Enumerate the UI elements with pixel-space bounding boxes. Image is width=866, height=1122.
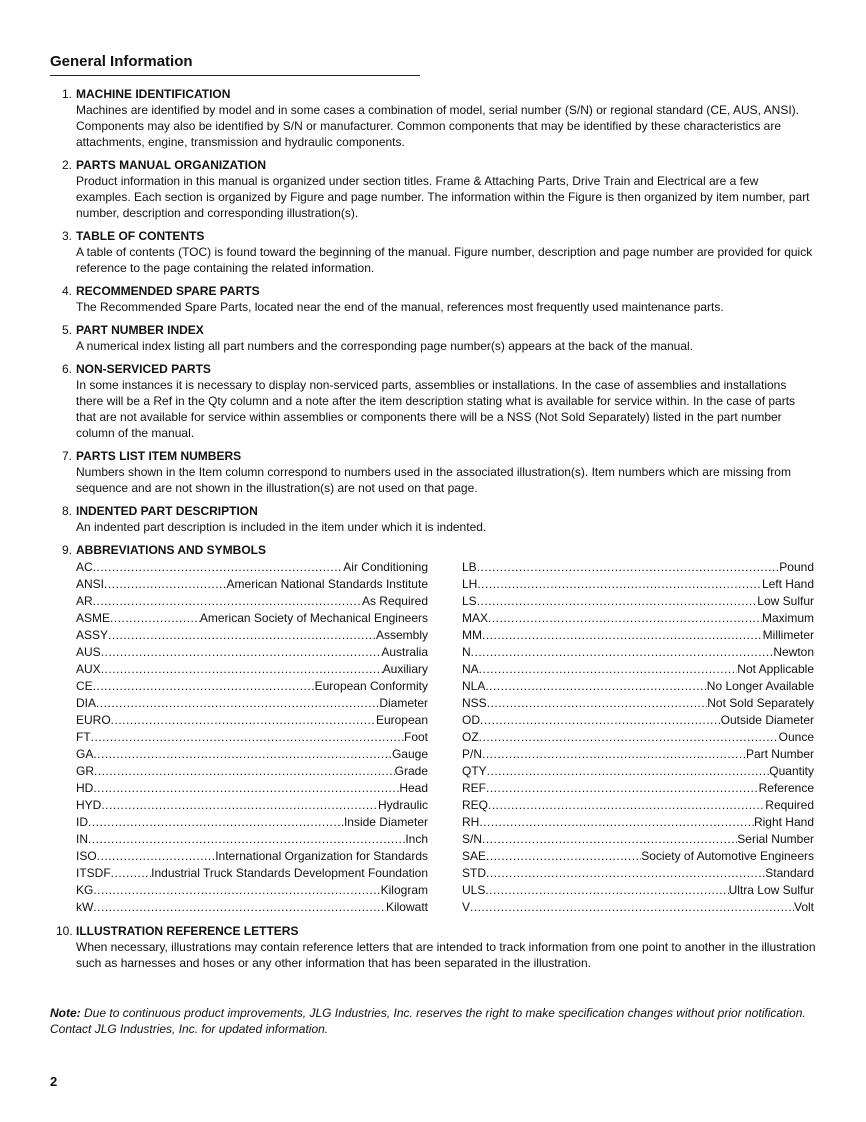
dot-leader [111, 865, 152, 882]
dot-leader [480, 712, 721, 729]
abbreviation-meaning: Australia [381, 645, 428, 659]
section-machine-identification [56, 86, 816, 150]
abbreviation-key: HD [76, 781, 94, 795]
section-title: MACHINE IDENTIFICATION [76, 87, 231, 101]
abbreviation-key: GR [76, 764, 94, 778]
abbreviation-row [76, 848, 428, 865]
abbreviation-key: AUX [76, 662, 101, 676]
dot-leader [477, 593, 758, 610]
abbreviation-meaning: Auxiliary [382, 662, 428, 676]
abbreviation-key: ISO [76, 849, 97, 863]
abbreviation-meaning: Inch [405, 832, 428, 846]
abbreviation-key: ITSDF [76, 866, 111, 880]
note [50, 1005, 810, 1037]
section-part-number-index [56, 322, 816, 354]
abbreviation-key: LB [462, 560, 477, 574]
abbreviation-key: STD [462, 866, 486, 880]
abbreviation-row [76, 661, 428, 678]
dot-leader [94, 763, 395, 780]
abbreviation-key: AC [76, 560, 93, 574]
abbreviation-row [76, 746, 428, 763]
abbreviation-row [76, 865, 428, 882]
dot-leader [470, 899, 794, 916]
abbreviation-meaning: Outside Diameter [720, 713, 814, 727]
abbreviation-row [76, 814, 428, 831]
abbreviation-meaning: Serial Number [737, 832, 814, 846]
abbreviation-row [462, 695, 814, 712]
dot-leader [96, 695, 379, 712]
abbreviation-key: LS [462, 594, 477, 608]
abbreviation-meaning: Volt [793, 900, 814, 914]
abbreviation-row [462, 831, 814, 848]
abbreviation-key: AUS [76, 645, 101, 659]
abbreviation-row [76, 593, 428, 610]
dot-leader [97, 848, 216, 865]
abbreviation-meaning: Low Sulfur [757, 594, 814, 608]
abbreviation-meaning: Ultra Low Sulfur [728, 883, 814, 897]
abbreviation-row [462, 899, 814, 916]
abbreviation-row [462, 763, 814, 780]
abbreviation-key: EURO [76, 713, 111, 727]
section-body: The Recommended Spare Parts, located near the end of the manual, references most frequently used maintenance parts. [76, 300, 724, 314]
abbreviation-key: OZ [462, 730, 479, 744]
abbreviation-meaning: Society of Automotive Engineers [641, 849, 814, 863]
abbreviation-key: N [462, 645, 471, 659]
abbreviation-row [76, 559, 428, 576]
abbreviation-row [462, 797, 814, 814]
abbreviation-meaning: Diameter [379, 696, 428, 710]
abbreviation-key: FT [76, 730, 91, 744]
dot-leader [479, 661, 738, 678]
abbreviations-table [76, 559, 816, 916]
abbreviation-key: MAX [462, 611, 489, 625]
abbreviation-meaning: American Society of Mechanical Engineers [199, 611, 428, 625]
abbreviation-meaning: Required [765, 798, 814, 812]
abbreviation-row [76, 729, 428, 746]
abbreviations-column-left [76, 559, 428, 916]
abbreviation-key: P/N [462, 747, 483, 761]
section-title: PARTS LIST ITEM NUMBERS [76, 449, 242, 463]
abbreviation-meaning: American National Standards Institute [226, 577, 428, 591]
dot-leader [488, 797, 765, 814]
section-body: In some instances it is necessary to display non-serviced parts, assemblies or installations. In the case of assemblies and installations there will be a Ref in the Qty column and a note after the item description stating what is available for service within. In the case of parts that are not available for service within assemblies or components there will be a NSS (Not Sold Separately) listed in the part number column of the manual. [76, 378, 796, 440]
page-number: 2 [50, 1074, 58, 1089]
abbreviation-meaning: Maximum [761, 611, 814, 625]
dot-leader [485, 882, 728, 899]
dot-leader [486, 780, 759, 797]
abbreviation-row [462, 780, 814, 797]
section-illustration-reference-letters [56, 923, 816, 971]
abbreviation-meaning: Gauge [391, 747, 428, 761]
abbreviation-meaning: Inside Diameter [343, 815, 428, 829]
abbreviation-meaning: Industrial Truck Standards Development Foundation [151, 866, 428, 880]
abbreviation-row [76, 678, 428, 695]
abbreviation-row [76, 882, 428, 899]
abbreviation-meaning: Right Hand [753, 815, 814, 829]
abbreviation-key: DIA [76, 696, 97, 710]
abbreviation-meaning: International Organization for Standards [215, 849, 428, 863]
abbreviation-key: REQ [462, 798, 489, 812]
section-recommended-spare-parts [56, 283, 816, 315]
dot-leader [93, 746, 392, 763]
dot-leader [111, 712, 376, 729]
abbreviation-row [76, 797, 428, 814]
abbreviation-meaning: European [375, 713, 428, 727]
abbreviation-row [76, 899, 428, 916]
abbreviation-key: NLA [462, 679, 486, 693]
abbreviation-key: RH [462, 815, 480, 829]
abbreviation-meaning: Reference [758, 781, 814, 795]
dot-leader [93, 780, 399, 797]
note-label: Note: [50, 1006, 81, 1020]
dot-leader [477, 559, 780, 576]
sections-list [56, 86, 816, 978]
abbreviation-key: NSS [462, 696, 487, 710]
abbreviation-row [462, 814, 814, 831]
abbreviation-row [76, 610, 428, 627]
section-body: Machines are identified by model and in some cases a combination of model, serial number (S/N) or regional standard (CE, AUS, ANSI). Components may also be identified by S/N or manufacturer. Common components that may be identified by these characteristics are attachments, engine, transmission and hydraulic components. [76, 103, 800, 149]
section-title: NON-SERVICED PARTS [76, 362, 211, 376]
abbreviation-meaning: Not Applicable [737, 662, 814, 676]
abbreviation-key: ID [76, 815, 88, 829]
abbreviation-meaning: Hydraulic [377, 798, 428, 812]
abbreviation-meaning: Millimeter [762, 628, 814, 642]
section-number: 6. [61, 362, 72, 376]
abbreviation-key: ANSI [76, 577, 105, 591]
abbreviation-row [76, 831, 428, 848]
abbreviation-row [462, 882, 814, 899]
section-title: ILLUSTRATION REFERENCE LETTERS [76, 924, 299, 938]
abbreviation-key: KG [76, 883, 94, 897]
dot-leader [486, 848, 641, 865]
abbreviation-key: SAE [462, 849, 487, 863]
dot-leader [88, 814, 344, 831]
section-body: A table of contents (TOC) is found toward the beginning of the manual. Figure number, description and page number are provided for quick reference to the page containing the related information. [76, 245, 813, 275]
section-indented-part-description [56, 503, 816, 535]
abbreviation-row [462, 627, 814, 644]
abbreviation-row [462, 848, 814, 865]
dot-leader [88, 831, 405, 848]
section-number: 5. [61, 323, 72, 337]
dot-leader [487, 763, 770, 780]
abbreviation-meaning: Assembly [375, 628, 428, 642]
section-body: A numerical index listing all part numbers and the corresponding page number(s) appears at the back of the manual. [76, 339, 694, 353]
abbreviation-key: AR [76, 594, 93, 608]
abbreviation-row [462, 678, 814, 695]
dot-leader [482, 746, 746, 763]
section-number: 2. [61, 158, 72, 172]
abbreviation-meaning: Part Number [745, 747, 814, 761]
abbreviation-row [76, 780, 428, 797]
abbreviations-column-right [462, 559, 814, 916]
abbreviation-key: HYD [76, 798, 102, 812]
dot-leader [93, 882, 380, 899]
dot-leader [93, 678, 315, 695]
page-title: General Information [50, 53, 420, 76]
abbreviation-row [462, 865, 814, 882]
abbreviation-meaning: Head [399, 781, 428, 795]
section-number: 1. [61, 87, 72, 101]
abbreviation-key: QTY [462, 764, 487, 778]
abbreviation-key: IN [76, 832, 88, 846]
dot-leader [488, 610, 762, 627]
abbreviation-key: ULS [462, 883, 486, 897]
abbreviation-meaning: Kilowatt [385, 900, 428, 914]
dot-leader [471, 644, 774, 661]
section-parts-manual-organization [56, 157, 816, 221]
note-text: Due to continuous product improvements, JLG Industries, Inc. reserves the right to make specification changes without prior notification. Contact JLG Industries, Inc. for updated information. [50, 1006, 806, 1036]
dot-leader [477, 576, 762, 593]
abbreviation-key: V [462, 900, 471, 914]
abbreviation-meaning: Grade [394, 764, 428, 778]
abbreviation-key: GA [76, 747, 94, 761]
dot-leader [93, 559, 344, 576]
abbreviation-key: REF [462, 781, 486, 795]
abbreviation-meaning: No Longer Available [706, 679, 814, 693]
section-number: 8. [61, 504, 72, 518]
dot-leader [91, 729, 404, 746]
section-body: Numbers shown in the Item column correspond to numbers used in the associated illustration(s). Item numbers which are missing from sequence and are not shown in the illustration(s) are not used on that page. [76, 465, 791, 495]
abbreviation-key: LH [462, 577, 478, 591]
section-abbreviations-and-symbols [56, 542, 816, 916]
abbreviation-row [462, 559, 814, 576]
section-number: 10. [56, 924, 73, 938]
section-title: PART NUMBER INDEX [76, 323, 204, 337]
abbreviation-meaning: Not Sold Separately [707, 696, 814, 710]
section-number: 9. [61, 543, 72, 557]
dot-leader [110, 610, 200, 627]
section-body: When necessary, illustrations may contain reference letters that are intended to track information from one point to another in the illustration such as harnesses and hoses or any other information that has been separated in the illustration. [76, 940, 816, 970]
abbreviation-row [462, 712, 814, 729]
dot-leader [482, 831, 737, 848]
abbreviation-meaning: Pound [779, 560, 814, 574]
dot-leader [93, 593, 362, 610]
abbreviation-meaning: Kilogram [380, 883, 428, 897]
section-title: ABBREVIATIONS AND SYMBOLS [76, 543, 267, 557]
abbreviation-row [462, 729, 814, 746]
dot-leader [101, 797, 378, 814]
abbreviation-key: OD [462, 713, 480, 727]
section-title: INDENTED PART DESCRIPTION [76, 504, 258, 518]
abbreviation-meaning: Foot [403, 730, 428, 744]
section-body: An indented part description is included in the item under which it is indented. [76, 520, 487, 534]
abbreviation-row [76, 576, 428, 593]
dot-leader [108, 627, 376, 644]
abbreviation-row [76, 644, 428, 661]
dot-leader [485, 678, 706, 695]
abbreviation-meaning: Standard [765, 866, 814, 880]
abbreviation-key: S/N [462, 832, 483, 846]
section-number: 7. [61, 449, 72, 463]
section-number: 4. [61, 284, 72, 298]
abbreviation-row [462, 644, 814, 661]
section-title: RECOMMENDED SPARE PARTS [76, 284, 260, 298]
dot-leader [101, 644, 382, 661]
section-parts-list-item-numbers [56, 448, 816, 496]
abbreviation-meaning: Newton [773, 645, 814, 659]
abbreviation-meaning: European Conformity [314, 679, 428, 693]
abbreviation-meaning: Quantity [769, 764, 814, 778]
abbreviation-row [462, 610, 814, 627]
abbreviation-row [462, 746, 814, 763]
abbreviation-row [76, 627, 428, 644]
abbreviation-row [462, 661, 814, 678]
section-table-of-contents [56, 228, 816, 276]
abbreviation-meaning: Ounce [778, 730, 814, 744]
dot-leader [486, 865, 765, 882]
abbreviation-row [76, 695, 428, 712]
abbreviation-key: ASME [76, 611, 111, 625]
dot-leader [479, 729, 779, 746]
abbreviation-key: kW [76, 900, 94, 914]
abbreviation-key: MM [462, 628, 482, 642]
abbreviation-row [76, 763, 428, 780]
abbreviation-meaning: Air Conditioning [343, 560, 428, 574]
abbreviation-meaning: As Required [361, 594, 428, 608]
abbreviation-meaning: Left Hand [761, 577, 814, 591]
abbreviation-key: ASSY [76, 628, 109, 642]
section-number: 3. [61, 229, 72, 243]
dot-leader [487, 695, 708, 712]
abbreviation-key: NA [462, 662, 479, 676]
section-body: Product information in this manual is organized under section titles. Frame & Attaching Parts, Drive Train and Electrical are a few examples. Each section is organized by Figure and page number. The information within the Figure is then organized by item number, part number, description and corresponding illustration(s). [76, 174, 810, 220]
dot-leader [101, 661, 383, 678]
abbreviation-key: CE [76, 679, 93, 693]
abbreviation-row [76, 712, 428, 729]
dot-leader [93, 899, 386, 916]
abbreviation-row [462, 576, 814, 593]
dot-leader [479, 814, 754, 831]
dot-leader [104, 576, 227, 593]
abbreviation-row [462, 593, 814, 610]
section-non-serviced-parts [56, 361, 816, 441]
dot-leader [482, 627, 763, 644]
section-title: PARTS MANUAL ORGANIZATION [76, 158, 266, 172]
section-title: TABLE OF CONTENTS [76, 229, 205, 243]
